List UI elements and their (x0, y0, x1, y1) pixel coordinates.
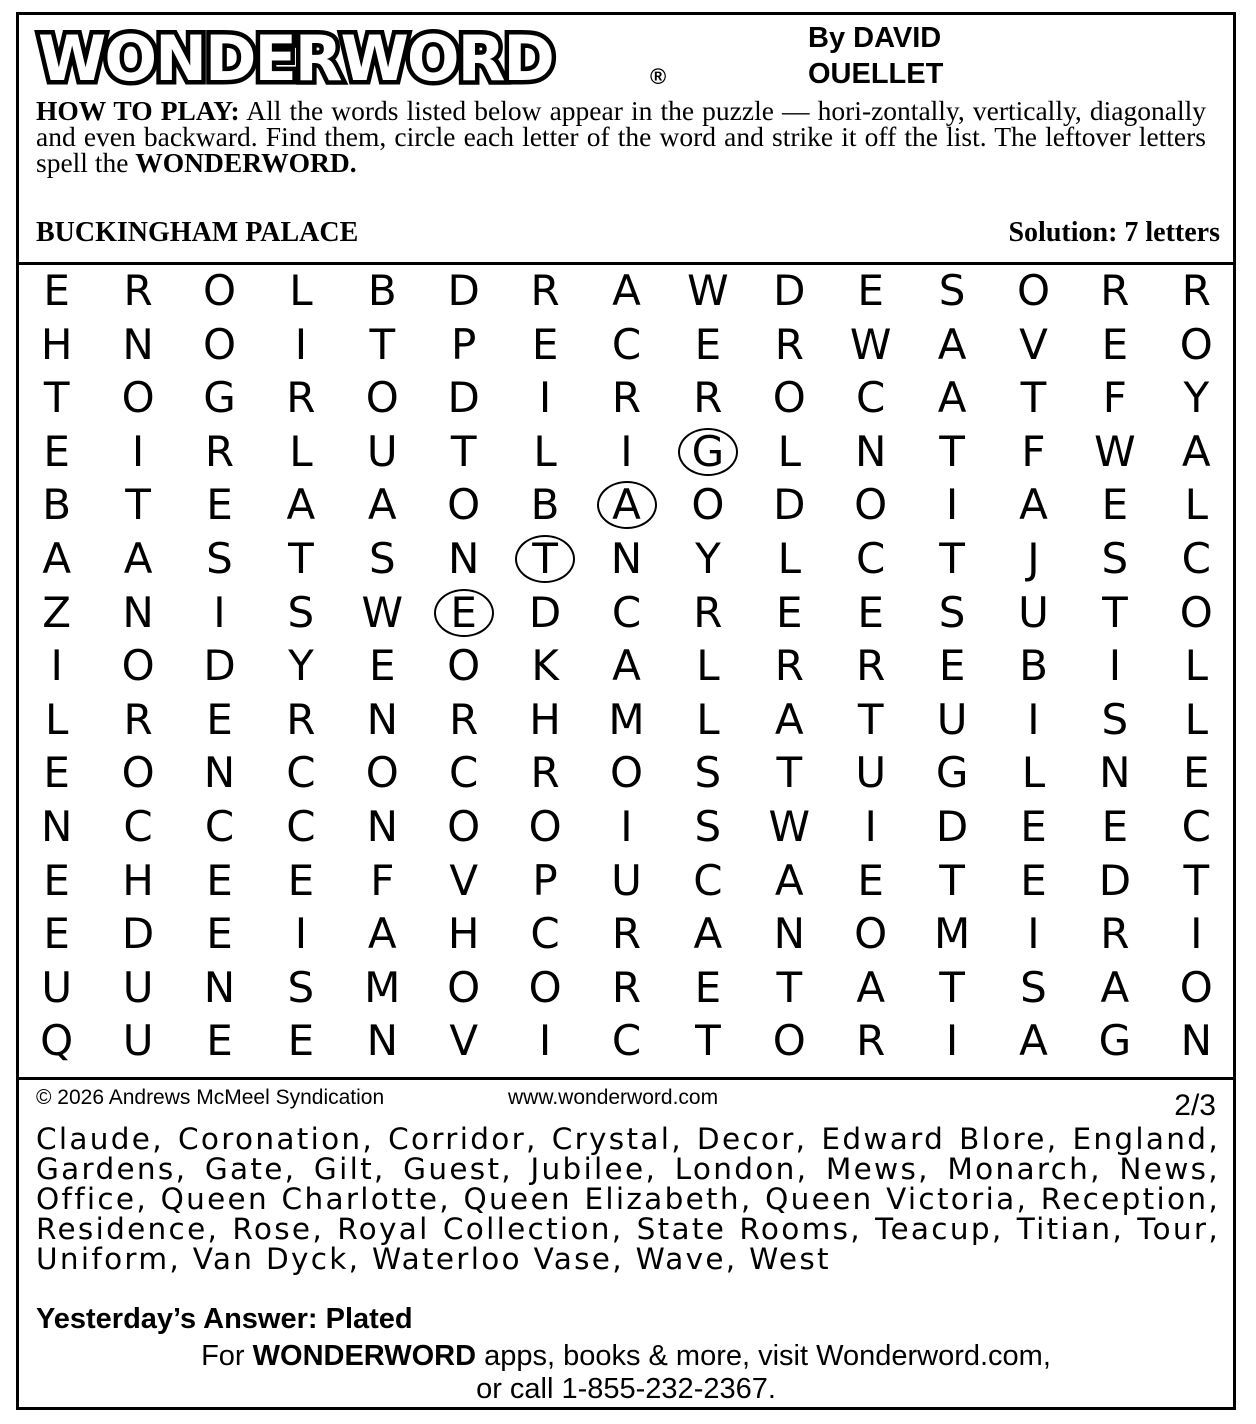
grid-letter[interactable]: I (1108, 641, 1122, 691)
grid-letter[interactable]: C (611, 587, 642, 637)
grid-letter[interactable]: V (449, 1016, 479, 1066)
grid-letter[interactable]: R (774, 319, 804, 369)
grid-letter[interactable]: E (776, 587, 803, 637)
grid-letter[interactable]: L (289, 266, 313, 315)
grid-letter[interactable]: E (43, 855, 70, 905)
grid-letter[interactable]: L (44, 694, 69, 744)
grid-letter[interactable]: E (206, 855, 233, 905)
grid-letter[interactable]: C (856, 373, 886, 423)
grid-letter[interactable]: B (42, 480, 72, 530)
grid-letter[interactable]: O (528, 962, 562, 1012)
grid-letter[interactable]: Y (695, 534, 721, 583)
grid-letter[interactable]: S (694, 748, 722, 798)
grid-letter[interactable]: E (287, 1016, 315, 1066)
grid-letter[interactable]: R (693, 373, 723, 423)
grid-letter[interactable]: I (864, 802, 877, 851)
grid-letter[interactable]: I (213, 587, 226, 637)
grid-letter[interactable]: B (530, 480, 560, 530)
grid-letter[interactable]: I (945, 1016, 959, 1066)
grid-letter[interactable]: R (449, 694, 479, 744)
grid-letter[interactable]: R (1181, 266, 1211, 315)
grid-letter[interactable]: E (694, 319, 722, 369)
grid-letter[interactable]: B (1019, 641, 1048, 691)
grid-letter[interactable]: N (203, 962, 236, 1012)
byline (808, 20, 943, 92)
grid-letter[interactable]: C (286, 802, 316, 851)
promo-line2: or call 1-855-232-2367. (476, 1373, 776, 1405)
grid-letter[interactable]: W (687, 266, 729, 315)
grid-letter[interactable]: R (286, 373, 316, 423)
grid-letter[interactable]: E (206, 1016, 233, 1066)
grid-letter[interactable]: S (1101, 534, 1129, 583)
grid-letter[interactable]: O (121, 641, 155, 691)
grid-letter[interactable]: I (620, 802, 633, 851)
grid-letter[interactable]: A (1019, 480, 1048, 530)
grid-letter[interactable]: D (528, 587, 562, 637)
grid-letter[interactable]: O (202, 266, 237, 315)
grid-letter[interactable]: D (935, 802, 969, 851)
grid-letter[interactable]: S (938, 587, 966, 637)
grid-letter[interactable]: E (43, 748, 70, 798)
grid-letter[interactable]: A (42, 534, 72, 583)
grid-letter[interactable]: O (447, 962, 481, 1012)
grid-letter[interactable]: A (774, 855, 804, 905)
solution-length: Solution: 7 letters (1008, 217, 1220, 248)
grid-letter[interactable]: E (369, 641, 396, 691)
grid-letter[interactable]: U (855, 748, 887, 798)
grid-letter[interactable]: O (121, 373, 155, 423)
grid-letter[interactable]: O (447, 641, 481, 691)
grid-letter[interactable]: N (122, 587, 154, 637)
grid-letter[interactable]: V (449, 855, 479, 905)
grid-letter[interactable]: I (1027, 694, 1040, 744)
grid-letter[interactable]: T (939, 962, 965, 1012)
grid-letter[interactable]: F (370, 855, 395, 905)
grid-letter[interactable]: T (695, 1016, 721, 1066)
grid-letter[interactable]: R (774, 641, 804, 691)
grid-letter[interactable]: R (856, 1016, 886, 1066)
grid-letter[interactable]: C (530, 909, 560, 959)
how-to-play-text: All the words listed below appear in the puzzle — hori-zontally, vertically, diagonally and even backward. Find them, circle each letter of the word and strike it off the list. The leftover letters spell the (36, 95, 1206, 178)
grid-letter[interactable]: Y (288, 641, 314, 691)
grid-letter[interactable]: C (449, 748, 479, 798)
grid-letter[interactable]: E (857, 266, 884, 315)
grid-letter[interactable]: A (1100, 962, 1130, 1012)
grid-letter[interactable]: I (131, 426, 145, 476)
grid-letter[interactable]: E (938, 641, 966, 691)
promo (16, 1340, 1236, 1406)
grid-letter[interactable]: E (857, 587, 884, 637)
grid-letter[interactable]: H (40, 319, 73, 369)
grid-letter[interactable]: R (611, 373, 642, 423)
grid-letter[interactable]: H (529, 694, 561, 744)
grid-letter[interactable]: U (41, 962, 73, 1012)
how-to-play (36, 95, 1206, 178)
grid-letter[interactable]: J (1027, 534, 1040, 583)
grid-letter[interactable]: D (773, 266, 806, 315)
grid-letter[interactable]: A (937, 319, 967, 369)
grid-letter[interactable]: I (294, 319, 308, 369)
grid-letter[interactable]: N (610, 534, 643, 583)
grid-letter[interactable]: G (935, 748, 969, 798)
grid-letter[interactable]: L (1184, 694, 1208, 744)
grid-letter[interactable]: T (939, 426, 965, 476)
grid-letter[interactable]: L (289, 426, 313, 476)
grid-letter[interactable]: O (854, 480, 888, 530)
promo-suffix: apps, books & more, visit Wonderword.com, (476, 1340, 1051, 1372)
grid-letter[interactable]: M (608, 694, 645, 744)
puzzle-date: 2/3 (1174, 1089, 1216, 1122)
grid-letter[interactable]: C (693, 855, 723, 905)
grid-letter[interactable]: T (776, 748, 803, 798)
grid-letter[interactable]: A (856, 962, 886, 1012)
grid-letter[interactable]: W (849, 319, 892, 369)
grid-letter[interactable]: D (1098, 855, 1132, 905)
grid-letter[interactable]: A (693, 909, 723, 959)
grid-letter[interactable]: D (447, 266, 480, 315)
grid-letter[interactable]: A (123, 534, 153, 583)
grid-letter[interactable]: C (611, 1016, 642, 1066)
byline-line1: By DAVID (808, 22, 942, 54)
yesterdays-answer: Yesterday’s Answer: Plated (36, 1303, 413, 1335)
grid-letter[interactable]: R (1100, 266, 1130, 315)
grid-letter[interactable]: U (122, 1016, 154, 1066)
grid-letter[interactable]: U (366, 426, 398, 476)
grid-letter[interactable]: M (933, 909, 971, 959)
grid-letter[interactable]: R (123, 694, 153, 744)
grid-letter[interactable]: O (447, 802, 481, 851)
grid-letter[interactable]: E (1101, 319, 1129, 369)
grid-letter[interactable]: E (43, 426, 70, 476)
grid-letter[interactable]: G (203, 373, 236, 423)
how-to-play-label: HOW TO PLAY: (36, 95, 240, 126)
grid-letter[interactable]: T (43, 373, 70, 423)
grid-letter[interactable]: I (538, 1016, 552, 1066)
grid-letter[interactable]: E (206, 909, 233, 959)
grid-letter[interactable]: E (287, 855, 315, 905)
grid-letter[interactable]: S (287, 587, 315, 637)
grid-letter[interactable]: A (367, 909, 397, 959)
grid-letter[interactable]: L (777, 534, 801, 583)
grid-letter[interactable]: N (1180, 1016, 1212, 1066)
promo-line1 (16, 1340, 1236, 1373)
grid-letter[interactable]: Z (42, 587, 72, 637)
grid-letter[interactable]: N (366, 1016, 398, 1066)
letter-grid (16, 265, 1236, 1077)
grid-letter[interactable]: F (1102, 373, 1127, 423)
theme-row (36, 217, 1220, 251)
grid-letter[interactable]: N (773, 909, 805, 959)
grid-letter[interactable]: R (530, 266, 560, 315)
grid-letter[interactable]: G (691, 426, 725, 476)
grid-letter[interactable]: L (1184, 480, 1208, 530)
grid-letter[interactable]: N (447, 534, 480, 583)
grid-letter[interactable]: V (1019, 319, 1048, 369)
grid-letter[interactable]: L (1184, 641, 1208, 691)
word-list: Claude, Coronation, Corridor, Crystal, Decor, Edward Blore, England, Gardens, Gate, Gilt, Guest, Jubilee, London, Mews, Monarch, News, Office, Queen Charlotte, Queen Elizabeth, Queen Victoria, Reception, Residence, Rose, Royal Collection, State Rooms, Teacup, Titian, Tour, Uniform, Van Dyck, Waterloo Vase, Wave, West (36, 1122, 1220, 1276)
grid-letter[interactable]: T (939, 534, 965, 583)
grid-letter[interactable]: S (938, 266, 966, 315)
grid-letter[interactable]: O (202, 319, 237, 369)
grid-letter[interactable]: O (1179, 587, 1213, 637)
grid-letter[interactable]: R (856, 641, 886, 691)
grid-letter[interactable]: O (772, 373, 806, 423)
grid-letter[interactable]: O (365, 748, 399, 798)
grid-letter[interactable]: O (121, 748, 155, 798)
grid-letter[interactable]: T (776, 962, 803, 1012)
grid-letter[interactable]: E (450, 587, 477, 637)
grid-letter[interactable]: Y (1183, 373, 1210, 423)
grid-letter[interactable]: I (620, 426, 633, 476)
grid-letter[interactable]: T (369, 319, 396, 369)
grid-letter[interactable]: N (854, 426, 887, 476)
grid-letter[interactable]: K (531, 641, 559, 691)
grid-letter[interactable]: I (294, 909, 308, 959)
puzzle-theme: BUCKINGHAM PALACE (36, 217, 359, 248)
grid-letter[interactable]: E (694, 962, 722, 1012)
grid-letter[interactable]: A (612, 641, 641, 691)
grid-letter[interactable]: A (612, 480, 641, 530)
grid-letter[interactable]: H (447, 909, 480, 959)
grid-letter[interactable]: P (451, 319, 477, 369)
grid-letter[interactable]: A (1181, 426, 1211, 476)
logo-text: WONDERWORD (38, 22, 553, 95)
grid-letter[interactable]: D (447, 373, 480, 423)
grid-letter[interactable]: T (125, 480, 151, 530)
grid-letter[interactable]: C (1181, 802, 1211, 851)
grid-letter[interactable]: R (611, 909, 642, 959)
grid-letter[interactable]: N (1099, 748, 1131, 798)
grid-letter[interactable]: M (364, 962, 401, 1012)
grid-letter[interactable]: I (1190, 909, 1203, 959)
grid-letter[interactable]: O (691, 480, 725, 530)
grid-letter[interactable]: E (1101, 802, 1129, 851)
grid-letter[interactable]: E (206, 480, 233, 530)
grid-letter[interactable]: S (1020, 962, 1047, 1012)
promo-brand: WONDERWORD (252, 1340, 477, 1372)
grid-letter[interactable]: A (1019, 1016, 1048, 1066)
grid-letter[interactable]: S (287, 962, 315, 1012)
grid-letter[interactable]: O (1179, 962, 1213, 1012)
grid-letter[interactable]: N (366, 802, 398, 851)
byline-line2: OUELLET (808, 58, 944, 90)
grid-letter[interactable]: E (1183, 748, 1210, 798)
grid-letter[interactable]: F (1021, 426, 1046, 476)
grid-letter[interactable]: O (1179, 319, 1213, 369)
grid-letter[interactable]: W (768, 802, 811, 851)
grid-letter[interactable]: T (1020, 373, 1047, 423)
grid-letter[interactable]: S (694, 802, 722, 851)
grid-letter[interactable]: N (122, 319, 154, 369)
promo-prefix: For (201, 1340, 253, 1372)
grid-letter[interactable]: O (609, 748, 644, 798)
grid-letter[interactable]: C (856, 534, 886, 583)
grid-letter[interactable]: L (696, 641, 720, 691)
grid-letter[interactable]: U (611, 855, 642, 905)
grid-letter[interactable]: A (774, 694, 804, 744)
website: www.wonderword.com (508, 1086, 719, 1109)
grid-letter[interactable]: A (286, 480, 316, 530)
grid-letter[interactable]: R (204, 426, 235, 476)
grid-letter[interactable]: R (123, 266, 153, 315)
grid-letter[interactable]: C (204, 802, 235, 851)
grid-letter[interactable]: C (123, 802, 153, 851)
grid-letter[interactable]: W (361, 587, 404, 637)
grid-letter[interactable]: O (365, 373, 399, 423)
grid-letter[interactable]: O (772, 1016, 806, 1066)
grid-letter[interactable]: G (1098, 1016, 1132, 1066)
grid-letter[interactable]: W (1094, 426, 1136, 476)
grid-letter[interactable]: Q (40, 1016, 74, 1066)
grid-letter[interactable]: B (367, 266, 397, 315)
grid-letter[interactable]: E (857, 855, 884, 905)
grid-letter[interactable]: E (43, 266, 70, 315)
grid-letter[interactable]: L (1021, 748, 1046, 798)
grid-letter[interactable]: S (1101, 694, 1129, 744)
grid-letter[interactable]: C (1181, 534, 1211, 583)
grid-letter[interactable]: E (531, 319, 559, 369)
grid-letter[interactable]: N (203, 748, 236, 798)
grid-letter[interactable]: T (857, 694, 884, 744)
grid-letter[interactable]: L (533, 426, 557, 476)
grid-letter[interactable]: S (368, 534, 396, 583)
grid-letter[interactable]: I (945, 480, 959, 530)
grid-letter[interactable]: R (530, 748, 560, 798)
grid-letter[interactable]: T (1102, 587, 1128, 637)
grid-letter[interactable]: N (366, 694, 398, 744)
grid-letter[interactable]: R (693, 587, 723, 637)
grid-letter[interactable]: D (121, 909, 155, 959)
grid-letter[interactable]: U (122, 962, 154, 1012)
grid-letter[interactable]: T (532, 534, 558, 583)
wonderword-logo (30, 14, 680, 96)
grid-letter[interactable]: E (43, 909, 70, 959)
grid-letter[interactable]: U (936, 694, 968, 744)
grid-letter[interactable]: P (532, 855, 558, 905)
grid-letter[interactable]: C (611, 319, 642, 369)
divider-bottom (16, 1077, 1236, 1080)
grid-letter[interactable]: T (288, 534, 314, 583)
grid-letter[interactable]: U (1018, 587, 1049, 637)
grid-letter[interactable]: E (1101, 480, 1129, 530)
grid-letter[interactable]: A (612, 266, 641, 315)
grid-letter[interactable]: E (1020, 855, 1047, 905)
grid-letter[interactable]: R (1100, 909, 1130, 959)
grid-letter[interactable]: N (40, 802, 73, 851)
grid-letter[interactable]: I (1027, 909, 1040, 959)
registered-mark: ® (650, 64, 667, 89)
grid-letter[interactable]: L (696, 694, 720, 744)
grid-letter[interactable]: O (528, 802, 562, 851)
grid-letter[interactable]: S (206, 534, 233, 583)
grid-letter[interactable]: O (1016, 266, 1051, 315)
grid-letter[interactable]: O (447, 480, 481, 530)
grid-letter[interactable]: I (538, 373, 552, 423)
grid-letter[interactable]: R (286, 694, 316, 744)
grid-letter[interactable]: C (286, 748, 316, 798)
grid-letter[interactable]: A (937, 373, 967, 423)
grid-letter[interactable]: T (939, 855, 965, 905)
grid-letter[interactable]: E (1020, 802, 1047, 851)
grid-letter[interactable]: E (206, 694, 233, 744)
grid-letter[interactable]: H (122, 855, 154, 905)
grid-letter[interactable]: O (854, 909, 888, 959)
grid-letter[interactable]: D (203, 641, 236, 691)
grid-letter[interactable]: L (777, 426, 801, 476)
how-to-play-end: WONDERWORD. (135, 147, 357, 178)
grid-letter[interactable]: T (450, 426, 477, 476)
grid-letter[interactable]: T (1183, 855, 1210, 905)
grid-letter[interactable]: D (773, 480, 806, 530)
copyright: © 2026 Andrews McMeel Syndication (36, 1086, 385, 1109)
grid-letter[interactable]: R (611, 962, 642, 1012)
grid-letter[interactable]: I (50, 641, 63, 691)
grid-letter[interactable]: A (367, 480, 397, 530)
